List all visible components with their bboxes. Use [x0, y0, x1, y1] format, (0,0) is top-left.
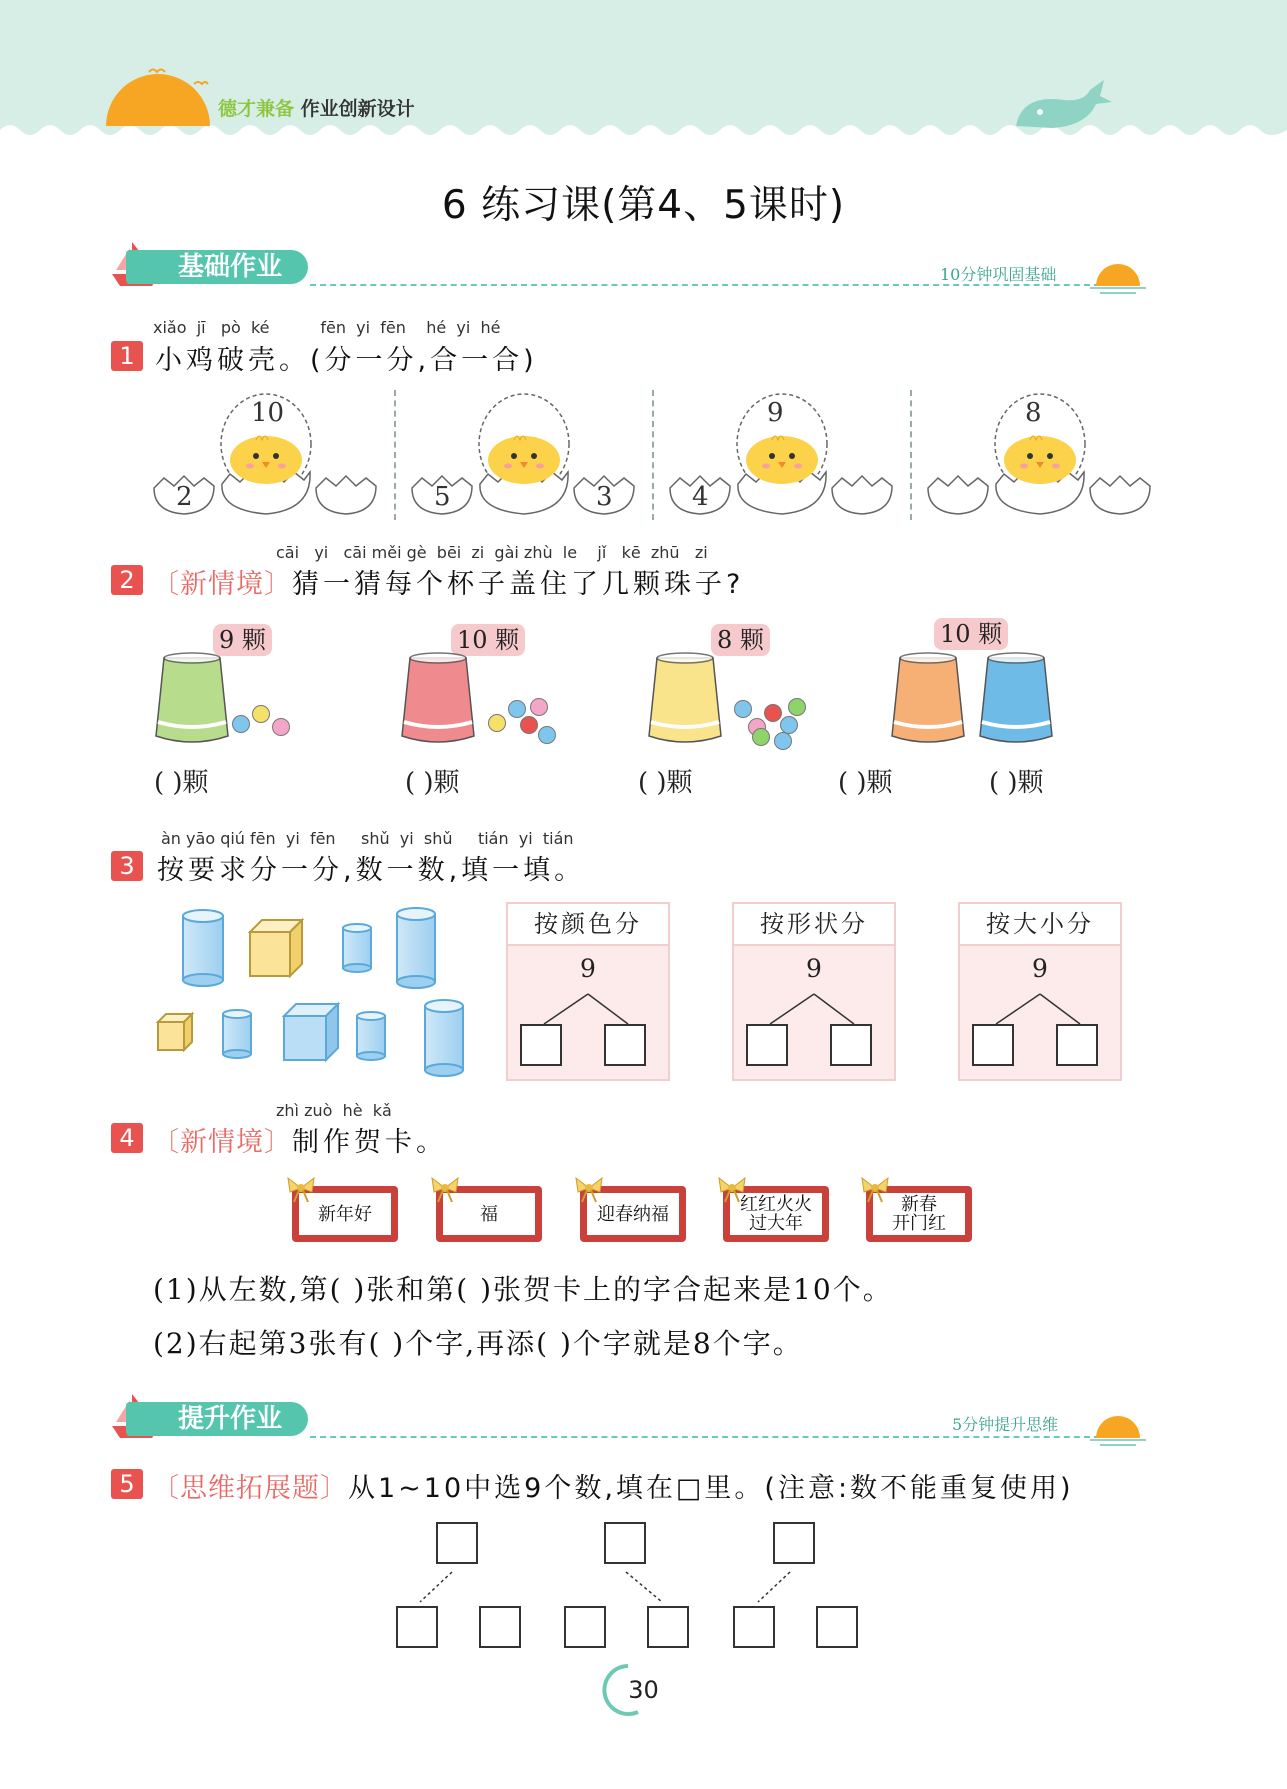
section-advanced-tab: 提升作业 [126, 1402, 308, 1436]
pinyin: àn [161, 829, 181, 848]
pinyin: tián [477, 829, 509, 848]
question-tag: 〔新情境〕 [152, 569, 292, 600]
pinyin: zhū [650, 543, 680, 562]
card-text: 福 [443, 1193, 535, 1235]
q2-pinyin [276, 543, 708, 562]
cup-icon [645, 652, 725, 748]
count-tag: 9 颗 [213, 624, 272, 656]
answer-blank[interactable]: ( )颗 [838, 768, 893, 798]
page-number: 30 [628, 1676, 659, 1704]
pinyin: cāi [276, 543, 300, 562]
classification-panel [732, 902, 896, 1081]
answer-box[interactable] [746, 1024, 788, 1066]
question-number: 3 [111, 851, 143, 881]
question-body: 猜一猜每个杯子盖住了几颗珠子? [292, 569, 745, 600]
count-tag: 10 颗 [451, 624, 525, 656]
bow-icon [428, 1174, 462, 1204]
answer-box[interactable] [436, 1522, 478, 1564]
greeting-card [580, 1186, 686, 1242]
bead-icon [788, 698, 806, 716]
pinyin: zi [471, 543, 485, 562]
question-text [152, 1120, 447, 1159]
bead-icon [488, 714, 506, 732]
connector-lines [390, 1566, 820, 1606]
pinyin: qiú [220, 829, 245, 848]
pinyin: cāi [343, 543, 367, 562]
panel-title: 按形状分 [734, 904, 894, 946]
pinyin: gài [494, 543, 519, 562]
cup-icon [976, 652, 1056, 748]
greeting-card [292, 1186, 398, 1242]
question-tag: 〔新情境〕 [152, 1127, 292, 1158]
answer-box[interactable] [520, 1024, 562, 1066]
pinyin: bēi [436, 543, 462, 562]
pinyin: tián [542, 829, 574, 848]
answer-blank[interactable]: ( )颗 [989, 768, 1044, 798]
question-number: 1 [111, 341, 143, 371]
bead-icon [232, 715, 250, 733]
answer-box[interactable] [396, 1606, 438, 1648]
answer-box[interactable] [647, 1606, 689, 1648]
pinyin: hè [342, 1101, 363, 1120]
question-tag: 〔思维拓展题〕 [152, 1473, 348, 1504]
greeting-card [436, 1186, 542, 1242]
classification-panel [506, 902, 670, 1081]
bead-icon [764, 704, 782, 722]
question-body: 制作贺卡。 [292, 1127, 447, 1158]
cup-icon [152, 652, 232, 748]
whale-icon [1012, 76, 1114, 130]
pinyin: le [562, 543, 578, 562]
question-text [152, 1466, 1074, 1505]
pinyin: fēn [320, 318, 346, 337]
greeting-card [723, 1186, 829, 1242]
sub-question-2[interactable]: (2)右起第3张有( )个字,再添( )个字就是8个字。 [153, 1327, 803, 1360]
pinyin: shǔ [423, 829, 453, 848]
card-text: 新春 开门红 [873, 1193, 965, 1235]
brand-part1: 德才兼备 [218, 98, 295, 120]
section-basic-tab: 基础作业 [126, 250, 308, 284]
card-text: 新年好 [299, 1193, 391, 1235]
answer-box[interactable] [972, 1024, 1014, 1066]
bead-icon [272, 718, 290, 736]
question-number: 4 [111, 1123, 143, 1153]
classification-panel [958, 902, 1122, 1081]
pinyin: zhì [276, 1101, 299, 1120]
section-advanced-note: 5分钟提升思维 [952, 1415, 1059, 1434]
answer-box[interactable] [479, 1606, 521, 1648]
bead-icon [538, 726, 556, 744]
answer-box[interactable] [1056, 1024, 1098, 1066]
bead-icon [508, 700, 526, 718]
cup-icon [398, 652, 478, 748]
page-title: 6 练习课(第4、5课时) [441, 183, 846, 228]
brand-title [218, 94, 415, 121]
bead-icon [520, 716, 538, 734]
pinyin: shǔ [361, 829, 390, 848]
pinyin: yi [314, 543, 329, 562]
pinyin: yi [285, 829, 300, 848]
egg-left-number: 5 [434, 482, 451, 512]
answer-box[interactable] [604, 1522, 646, 1564]
pinyin: yi [399, 829, 414, 848]
question-number: 5 [111, 1469, 143, 1499]
divider [652, 390, 654, 520]
egg-right-number: 3 [596, 482, 613, 512]
pinyin: xiǎo [153, 318, 187, 337]
shapes-illustration [150, 900, 480, 1080]
egg-left-number: 2 [176, 482, 193, 512]
panel-title: 按大小分 [960, 904, 1120, 946]
pinyin: yi [456, 318, 471, 337]
pinyin: zhù [523, 543, 553, 562]
pinyin: zuò [304, 1101, 333, 1120]
answer-box[interactable] [773, 1522, 815, 1564]
bow-icon [715, 1174, 749, 1204]
answer-box[interactable] [816, 1606, 858, 1648]
pinyin: ké [250, 318, 270, 337]
pinyin: zi [694, 543, 708, 562]
divider [910, 390, 912, 520]
answer-blank[interactable]: ( )颗 [405, 768, 460, 798]
sub-question-1[interactable]: (1)从左数,第( )张和第( )张贺卡上的字合起来是10个。 [153, 1273, 893, 1306]
bead-icon [530, 698, 548, 716]
count-tag: 10 颗 [934, 618, 1008, 650]
q4-pinyin [276, 1101, 392, 1120]
answer-blank[interactable]: ( )颗 [638, 768, 693, 798]
egg-top-number: 10 [251, 398, 285, 428]
section-advanced-line [310, 1436, 1110, 1438]
divider [394, 390, 396, 520]
question-text: 按要求分一分,数一数,填一填。 [157, 855, 586, 886]
pinyin: gè [406, 543, 427, 562]
card-text: 迎春纳福 [587, 1193, 679, 1235]
pinyin: kē [621, 543, 641, 562]
sun-icon [104, 62, 214, 126]
answer-blank[interactable]: ( )颗 [154, 768, 209, 798]
bow-icon [284, 1174, 318, 1204]
sunset-icon [1090, 1404, 1146, 1448]
question-text [152, 562, 744, 601]
pinyin: fēn [380, 318, 406, 337]
egg-left-number: 4 [692, 482, 709, 512]
pinyin: fēn [309, 829, 336, 848]
bead-icon [774, 732, 792, 750]
bead-icon [752, 728, 770, 746]
bead-icon [734, 700, 752, 718]
pinyin: jī [196, 318, 206, 337]
pinyin: yi [356, 318, 371, 337]
q3-pinyin [161, 829, 574, 848]
answer-box[interactable] [564, 1606, 606, 1648]
brand-part2: 作业创新设计 [300, 98, 415, 120]
sunset-icon [1090, 252, 1146, 296]
cup-icon [888, 652, 968, 748]
pinyin: hé [480, 318, 501, 337]
pinyin: měi [371, 543, 402, 562]
answer-box[interactable] [733, 1606, 775, 1648]
question-body: 从1~10中选9个数,填在□里。(注意:数不能重复使用) [348, 1473, 1074, 1504]
egg-top-number: 8 [1025, 398, 1042, 428]
pinyin: kǎ [372, 1101, 392, 1120]
pinyin: fēn [250, 829, 276, 848]
q1-pinyin [153, 318, 500, 337]
count-tag: 8 颗 [711, 624, 770, 656]
pinyin: yi [518, 829, 533, 848]
panel-total: 9 [806, 954, 822, 983]
question-number: 2 [111, 565, 143, 595]
pinyin: hé [426, 318, 447, 337]
question-text: 小鸡破壳。(分一分,合一合) [155, 345, 538, 376]
answer-box[interactable] [830, 1024, 872, 1066]
panel-total: 9 [1032, 954, 1048, 983]
pinyin: yāo [186, 829, 216, 848]
pinyin: pò [220, 318, 241, 337]
pinyin: jǐ [597, 543, 607, 562]
bead-icon [252, 705, 270, 723]
panel-total: 9 [580, 954, 596, 983]
greeting-card [866, 1186, 972, 1242]
bow-icon [572, 1174, 606, 1204]
section-basic-note: 10分钟巩固基础 [940, 265, 1057, 284]
answer-box[interactable] [604, 1024, 646, 1066]
card-text: 红红火火 过大年 [730, 1193, 822, 1235]
bow-icon [858, 1174, 892, 1204]
egg-top-number: 9 [767, 398, 784, 428]
panel-title: 按颜色分 [508, 904, 668, 946]
